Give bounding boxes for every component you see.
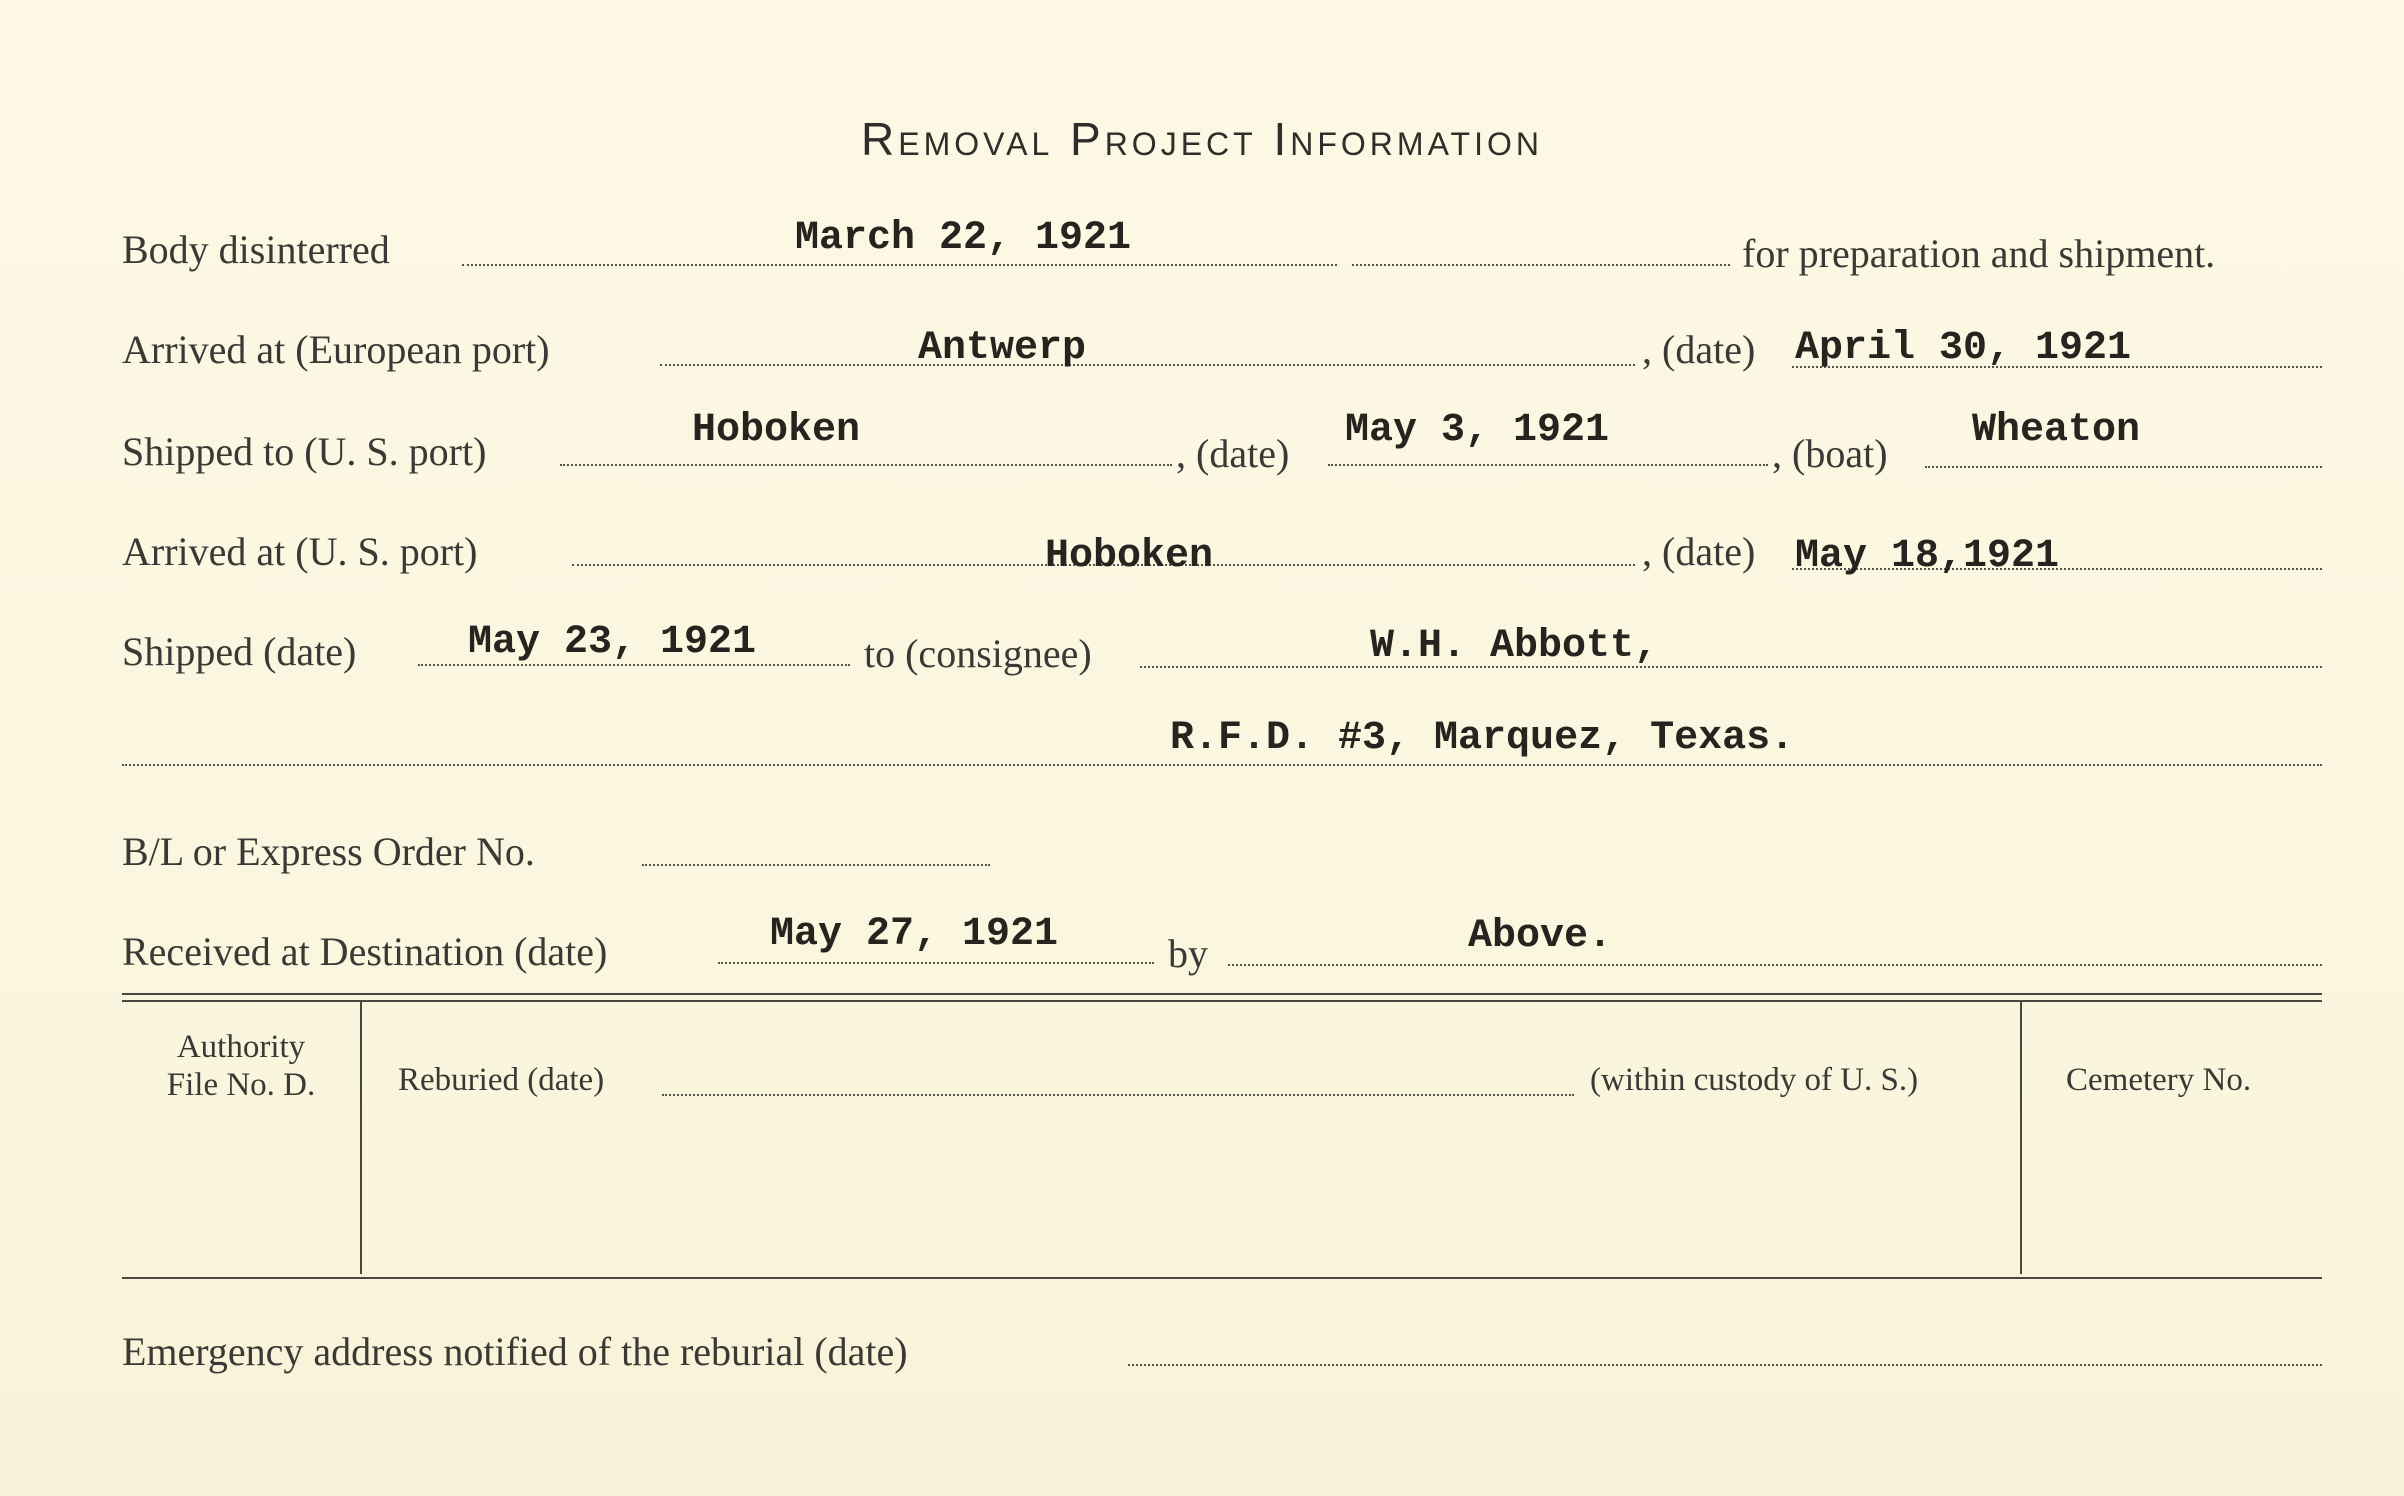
box-divider-right — [2020, 1002, 2022, 1274]
card-title — [0, 112, 2404, 166]
received-by-line — [1228, 964, 2322, 966]
shipped-us-boat: Wheaton — [1972, 408, 2141, 453]
disinterred-line-2 — [1352, 264, 1730, 266]
arrived-eu-date: April 30, 1921 — [1795, 326, 2132, 371]
consignee-name: W.H. Abbott, — [1370, 624, 1659, 669]
reburied-label: Reburied (date) — [398, 1062, 605, 1098]
disinterred-date: March 22, 1921 — [795, 216, 1132, 261]
cemetery-label: Cemetery No. — [2066, 1062, 2252, 1098]
arrived-us-date-label: , (date) — [1642, 529, 1756, 574]
arrived-us-label: Arrived at (U. S. port) — [122, 529, 478, 574]
disinterred-line — [462, 264, 1337, 266]
shipped-us-boat-label: , (boat) — [1772, 431, 1888, 476]
emergency-line — [1128, 1364, 2322, 1366]
consignee-line — [1140, 666, 2322, 668]
box-bottom-rule — [122, 1277, 2322, 1279]
reburied-line — [662, 1094, 1574, 1096]
shipped-us-date: May 3, 1921 — [1345, 408, 1610, 453]
authority-line-1: Authority — [176, 1029, 306, 1065]
received-by-label: by — [1168, 931, 1208, 976]
arrived-us-port: Hoboken — [1045, 534, 1214, 579]
arrived-eu-date-label: , (date) — [1642, 327, 1756, 372]
disinterred-suffix: for preparation and shipment. — [1742, 231, 2216, 276]
shipped-label: Shipped (date) — [122, 629, 357, 674]
arrived-eu-port: Antwerp — [918, 326, 1087, 371]
box-top-rule — [122, 993, 2322, 995]
received-label: Received at Destination (date) — [122, 929, 608, 974]
arrived-us-date: May 18,1921 — [1795, 534, 2060, 579]
authority-line-2: File No. D. — [166, 1067, 316, 1103]
box-divider-left — [360, 1002, 362, 1274]
address-line — [122, 764, 2322, 766]
consignee-label: to (consignee) — [864, 631, 1092, 676]
emergency-label: Emergency address notified of the reburial (date) — [122, 1329, 908, 1374]
arrived-eu-line — [660, 364, 1635, 366]
shipped-us-boat-line — [1925, 466, 2322, 468]
shipped-date: May 23, 1921 — [468, 620, 757, 665]
custody-label: (within custody of U. S.) — [1590, 1062, 1919, 1098]
shipped-us-port: Hoboken — [692, 408, 861, 453]
shipped-us-label: Shipped to (U. S. port) — [122, 429, 487, 474]
bl-label: B/L or Express Order No. — [122, 829, 535, 874]
received-date: May 27, 1921 — [770, 912, 1059, 957]
disinterred-label: Body disinterred — [122, 227, 390, 272]
shipped-us-line — [560, 464, 1172, 466]
shipped-us-date-label: , (date) — [1176, 431, 1290, 476]
bl-line — [642, 864, 990, 866]
card-title-text: Removal Project Information — [861, 113, 1543, 165]
received-by: Above. — [1468, 914, 1613, 959]
box-top-rule-2 — [122, 1000, 2322, 1002]
authority-block — [130, 1028, 352, 1104]
received-date-line — [718, 962, 1154, 964]
shipped-us-date-line — [1328, 464, 1768, 466]
arrived-eu-label: Arrived at (European port) — [122, 327, 550, 372]
consignee-address: R.F.D. #3, Marquez, Texas. — [1170, 716, 1795, 761]
